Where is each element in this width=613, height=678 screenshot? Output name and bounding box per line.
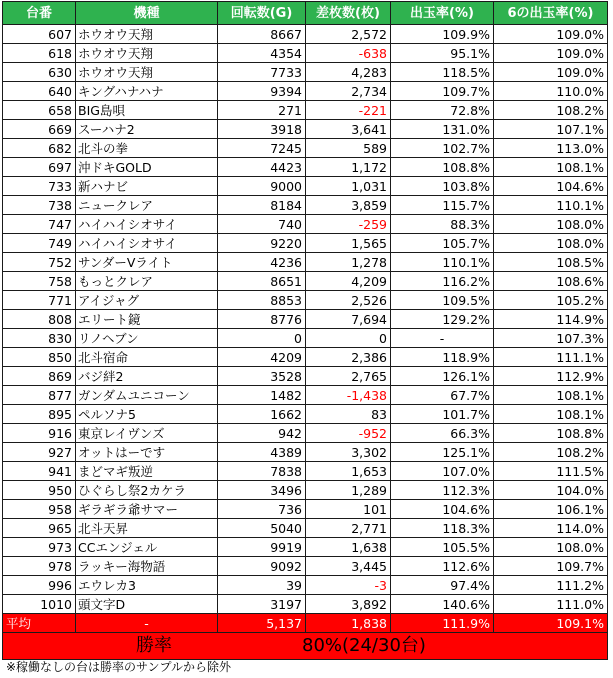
header-row <box>3 2 608 25</box>
table-row <box>3 158 608 177</box>
unit-number-cell: 1010 <box>3 595 76 614</box>
spins-cell: 3197 <box>218 595 306 614</box>
payout-rate-cell: 116.2% <box>391 272 494 291</box>
machine-name-cell: ハイハイシオサイ <box>76 215 218 234</box>
table-row <box>3 82 608 101</box>
unit-number-cell: 895 <box>3 405 76 424</box>
setting6-rate-cell: 104.0% <box>494 481 608 500</box>
payout-rate-cell: 97.4% <box>391 576 494 595</box>
header-payout-rate: 出玉率(%) <box>391 2 494 25</box>
diff-cell: -638 <box>306 44 391 63</box>
spins-cell: 8853 <box>218 291 306 310</box>
diff-cell: 0 <box>306 329 391 348</box>
table-row <box>3 291 608 310</box>
machine-name-cell: ホウオウ天翔 <box>76 63 218 82</box>
unit-number-cell: 640 <box>3 82 76 101</box>
diff-cell: 1,031 <box>306 177 391 196</box>
machine-name-cell: ホウオウ天翔 <box>76 25 218 44</box>
setting6-rate-cell: 107.1% <box>494 120 608 139</box>
spins-cell: 8651 <box>218 272 306 291</box>
unit-number-cell: 758 <box>3 272 76 291</box>
payout-rate-cell: 101.7% <box>391 405 494 424</box>
machine-name-cell: エウレカ3 <box>76 576 218 595</box>
diff-cell: 4,209 <box>306 272 391 291</box>
unit-number-cell: 618 <box>3 44 76 63</box>
diff-cell: 2,386 <box>306 348 391 367</box>
setting6-rate-cell: 104.6% <box>494 177 608 196</box>
diff-cell: 1,653 <box>306 462 391 481</box>
machine-name-cell: ガンダムユニコーン <box>76 386 218 405</box>
payout-rate-cell: 95.1% <box>391 44 494 63</box>
payout-rate-cell: 67.7% <box>391 386 494 405</box>
unit-number-cell: 978 <box>3 557 76 576</box>
average-row <box>3 614 608 633</box>
unit-number-cell: 682 <box>3 139 76 158</box>
unit-number-cell: 830 <box>3 329 76 348</box>
payout-rate-cell: 88.3% <box>391 215 494 234</box>
unit-number-cell: 749 <box>3 234 76 253</box>
diff-cell: 1,289 <box>306 481 391 500</box>
payout-rate-cell: 118.3% <box>391 519 494 538</box>
unit-number-cell: 927 <box>3 443 76 462</box>
machine-name-cell: ひぐらし祭2カケラ <box>76 481 218 500</box>
setting6-rate-cell: 109.0% <box>494 63 608 82</box>
spins-cell: 9919 <box>218 538 306 557</box>
win-rate-row <box>3 633 608 660</box>
unit-number-cell: 607 <box>3 25 76 44</box>
setting6-rate-cell: 110.0% <box>494 82 608 101</box>
spins-cell: 4209 <box>218 348 306 367</box>
unit-number-cell: 950 <box>3 481 76 500</box>
diff-cell: 1,638 <box>306 538 391 557</box>
setting6-rate-cell: 105.2% <box>494 291 608 310</box>
average-machine: - <box>76 614 218 633</box>
payout-rate-cell: 109.5% <box>391 291 494 310</box>
setting6-rate-cell: 108.1% <box>494 386 608 405</box>
spins-cell: 8667 <box>218 25 306 44</box>
table-row <box>3 443 608 462</box>
payout-rate-cell: 109.9% <box>391 25 494 44</box>
setting6-rate-cell: 108.2% <box>494 101 608 120</box>
table-row <box>3 63 608 82</box>
spins-cell: 1662 <box>218 405 306 424</box>
machine-name-cell: アイジャグ <box>76 291 218 310</box>
machine-name-cell: ギラギラ爺サマー <box>76 500 218 519</box>
table-row <box>3 196 608 215</box>
payout-rate-cell: 129.2% <box>391 310 494 329</box>
unit-number-cell: 916 <box>3 424 76 443</box>
unit-number-cell: 669 <box>3 120 76 139</box>
setting6-rate-cell: 111.0% <box>494 595 608 614</box>
diff-cell: 3,859 <box>306 196 391 215</box>
machine-name-cell: オットはーです <box>76 443 218 462</box>
diff-cell: 589 <box>306 139 391 158</box>
spins-cell: 9000 <box>218 177 306 196</box>
spins-cell: 4354 <box>218 44 306 63</box>
unit-number-cell: 747 <box>3 215 76 234</box>
table-row <box>3 557 608 576</box>
unit-number-cell: 877 <box>3 386 76 405</box>
machine-name-cell: ホウオウ天翔 <box>76 44 218 63</box>
table-row <box>3 101 608 120</box>
setting6-rate-cell: 107.3% <box>494 329 608 348</box>
payout-rate-cell: 125.1% <box>391 443 494 462</box>
unit-number-cell: 965 <box>3 519 76 538</box>
table-row <box>3 424 608 443</box>
machine-name-cell: 北斗の拳 <box>76 139 218 158</box>
setting6-rate-cell: 111.2% <box>494 576 608 595</box>
setting6-rate-cell: 108.8% <box>494 424 608 443</box>
diff-cell: 2,734 <box>306 82 391 101</box>
diff-cell: 83 <box>306 405 391 424</box>
diff-cell: -221 <box>306 101 391 120</box>
setting6-rate-cell: 108.5% <box>494 253 608 272</box>
table-row <box>3 272 608 291</box>
machine-name-cell: ラッキー海物語 <box>76 557 218 576</box>
payout-rate-cell: 104.6% <box>391 500 494 519</box>
setting6-rate-cell: 114.0% <box>494 519 608 538</box>
setting6-rate-cell: 108.2% <box>494 443 608 462</box>
setting6-rate-cell: 109.0% <box>494 25 608 44</box>
unit-number-cell: 733 <box>3 177 76 196</box>
table-row <box>3 329 608 348</box>
diff-cell: -1,438 <box>306 386 391 405</box>
machine-name-cell: 北斗天昇 <box>76 519 218 538</box>
spins-cell: 3496 <box>218 481 306 500</box>
payout-rate-cell: 109.7% <box>391 82 494 101</box>
diff-cell: 3,445 <box>306 557 391 576</box>
payout-rate-cell: 115.7% <box>391 196 494 215</box>
spins-cell: 4389 <box>218 443 306 462</box>
data-sheet <box>2 1 608 660</box>
diff-cell: 3,641 <box>306 120 391 139</box>
setting6-rate-cell: 106.1% <box>494 500 608 519</box>
spins-cell: 7245 <box>218 139 306 158</box>
average-diff: 1,838 <box>306 614 391 633</box>
spins-cell: 8776 <box>218 310 306 329</box>
payout-rate-cell: 112.6% <box>391 557 494 576</box>
win-rate-cell <box>3 633 608 660</box>
machine-name-cell: キングハナハナ <box>76 82 218 101</box>
setting6-rate-cell: 108.0% <box>494 234 608 253</box>
win-rate-label: 勝率 <box>136 635 172 656</box>
unit-number-cell: 658 <box>3 101 76 120</box>
average-setting6-rate: 109.1% <box>494 614 608 633</box>
machine-name-cell: ペルソナ5 <box>76 405 218 424</box>
diff-cell: 1,172 <box>306 158 391 177</box>
spins-cell: 0 <box>218 329 306 348</box>
spins-cell: 9220 <box>218 234 306 253</box>
machine-name-cell: BIG島唄 <box>76 101 218 120</box>
table-row <box>3 120 608 139</box>
table-row <box>3 139 608 158</box>
payout-rate-cell: 105.5% <box>391 538 494 557</box>
table-row <box>3 405 608 424</box>
diff-cell: 7,694 <box>306 310 391 329</box>
unit-number-cell: 752 <box>3 253 76 272</box>
setting6-rate-cell: 111.5% <box>494 462 608 481</box>
setting6-rate-cell: 110.1% <box>494 196 608 215</box>
payout-rate-cell: 112.3% <box>391 481 494 500</box>
header-machine: 機種 <box>76 2 218 25</box>
table-row <box>3 253 608 272</box>
spins-cell: 740 <box>218 215 306 234</box>
average-label: 平均 <box>3 614 76 633</box>
spins-cell: 9394 <box>218 82 306 101</box>
footnote: ※稼働なしの台は勝率のサンプルから除外 <box>6 660 231 674</box>
spins-cell: 3528 <box>218 367 306 386</box>
table-row <box>3 462 608 481</box>
unit-number-cell: 630 <box>3 63 76 82</box>
machine-name-cell: もっとクレア <box>76 272 218 291</box>
setting6-rate-cell: 108.0% <box>494 215 608 234</box>
unit-number-cell: 771 <box>3 291 76 310</box>
setting6-rate-cell: 109.0% <box>494 44 608 63</box>
spins-cell: 271 <box>218 101 306 120</box>
payout-rate-cell: 118.5% <box>391 63 494 82</box>
diff-cell: 3,302 <box>306 443 391 462</box>
table-row <box>3 386 608 405</box>
unit-number-cell: 697 <box>3 158 76 177</box>
setting6-rate-cell: 113.0% <box>494 139 608 158</box>
payout-rate-cell: 102.7% <box>391 139 494 158</box>
win-rate-value: 80%(24/30台) <box>302 635 426 656</box>
unit-number-cell: 941 <box>3 462 76 481</box>
spins-cell: 942 <box>218 424 306 443</box>
machine-name-cell: エリート鏡 <box>76 310 218 329</box>
header-diff: 差枚数(枚) <box>306 2 391 25</box>
header-unit-no: 台番 <box>3 2 76 25</box>
diff-cell: 2,526 <box>306 291 391 310</box>
setting6-rate-cell: 108.1% <box>494 405 608 424</box>
table-row <box>3 348 608 367</box>
table-row <box>3 215 608 234</box>
unit-number-cell: 973 <box>3 538 76 557</box>
payout-rate-cell: 110.1% <box>391 253 494 272</box>
payout-rate-cell: 131.0% <box>391 120 494 139</box>
table-row <box>3 367 608 386</box>
payout-rate-cell: 103.8% <box>391 177 494 196</box>
payout-rate-cell: 66.3% <box>391 424 494 443</box>
unit-number-cell: 808 <box>3 310 76 329</box>
unit-number-cell: 850 <box>3 348 76 367</box>
machine-name-cell: 頭文字D <box>76 595 218 614</box>
setting6-rate-cell: 111.1% <box>494 348 608 367</box>
spins-cell: 736 <box>218 500 306 519</box>
spins-cell: 5040 <box>218 519 306 538</box>
setting6-rate-cell: 112.9% <box>494 367 608 386</box>
header-setting6-rate: 6の出玉率(%) <box>494 2 608 25</box>
table-row <box>3 44 608 63</box>
machine-name-cell: 北斗宿命 <box>76 348 218 367</box>
table-row <box>3 595 608 614</box>
payout-rate-cell: 107.0% <box>391 462 494 481</box>
setting6-rate-cell: 114.9% <box>494 310 608 329</box>
table-row <box>3 519 608 538</box>
diff-cell: 101 <box>306 500 391 519</box>
machine-name-cell: ニュークレア <box>76 196 218 215</box>
spins-cell: 1482 <box>218 386 306 405</box>
setting6-rate-cell: 108.6% <box>494 272 608 291</box>
diff-cell: 3,892 <box>306 595 391 614</box>
table-row <box>3 177 608 196</box>
machine-name-cell: まどマギ叛逆 <box>76 462 218 481</box>
setting6-rate-cell: 109.7% <box>494 557 608 576</box>
table-row <box>3 500 608 519</box>
machine-name-cell: 沖ドキGOLD <box>76 158 218 177</box>
machine-name-cell: 東京レイヴンズ <box>76 424 218 443</box>
payout-rate-cell: 108.8% <box>391 158 494 177</box>
diff-cell: 2,771 <box>306 519 391 538</box>
machine-name-cell: スーハナ2 <box>76 120 218 139</box>
spins-cell: 3918 <box>218 120 306 139</box>
table-row <box>3 538 608 557</box>
machine-name-cell: リノヘブン <box>76 329 218 348</box>
diff-cell: -952 <box>306 424 391 443</box>
payout-rate-cell: 72.8% <box>391 101 494 120</box>
table-row <box>3 576 608 595</box>
table-row <box>3 481 608 500</box>
diff-cell: 1,565 <box>306 234 391 253</box>
diff-cell: 4,283 <box>306 63 391 82</box>
payout-rate-cell: - <box>391 329 494 348</box>
machine-name-cell: バジ絆2 <box>76 367 218 386</box>
spins-cell: 8184 <box>218 196 306 215</box>
machine-name-cell: CCエンジェル <box>76 538 218 557</box>
table-row <box>3 234 608 253</box>
table-row <box>3 310 608 329</box>
setting6-rate-cell: 108.0% <box>494 538 608 557</box>
average-payout-rate: 111.9% <box>391 614 494 633</box>
machine-name-cell: サンダーVライト <box>76 253 218 272</box>
unit-number-cell: 996 <box>3 576 76 595</box>
setting6-rate-cell: 108.1% <box>494 158 608 177</box>
unit-number-cell: 869 <box>3 367 76 386</box>
spins-cell: 7838 <box>218 462 306 481</box>
payout-rate-cell: 105.7% <box>391 234 494 253</box>
machine-name-cell: ハイハイシオサイ <box>76 234 218 253</box>
machine-table <box>2 1 608 660</box>
header-spins: 回転数(G) <box>218 2 306 25</box>
table-row <box>3 25 608 44</box>
diff-cell: 2,572 <box>306 25 391 44</box>
diff-cell: 1,278 <box>306 253 391 272</box>
diff-cell: -259 <box>306 215 391 234</box>
payout-rate-cell: 140.6% <box>391 595 494 614</box>
unit-number-cell: 958 <box>3 500 76 519</box>
spins-cell: 7733 <box>218 63 306 82</box>
spins-cell: 4236 <box>218 253 306 272</box>
spins-cell: 39 <box>218 576 306 595</box>
payout-rate-cell: 126.1% <box>391 367 494 386</box>
diff-cell: 2,765 <box>306 367 391 386</box>
spins-cell: 9092 <box>218 557 306 576</box>
unit-number-cell: 738 <box>3 196 76 215</box>
machine-name-cell: 新ハナビ <box>76 177 218 196</box>
average-spins: 5,137 <box>218 614 306 633</box>
spins-cell: 4423 <box>218 158 306 177</box>
payout-rate-cell: 118.9% <box>391 348 494 367</box>
diff-cell: -3 <box>306 576 391 595</box>
